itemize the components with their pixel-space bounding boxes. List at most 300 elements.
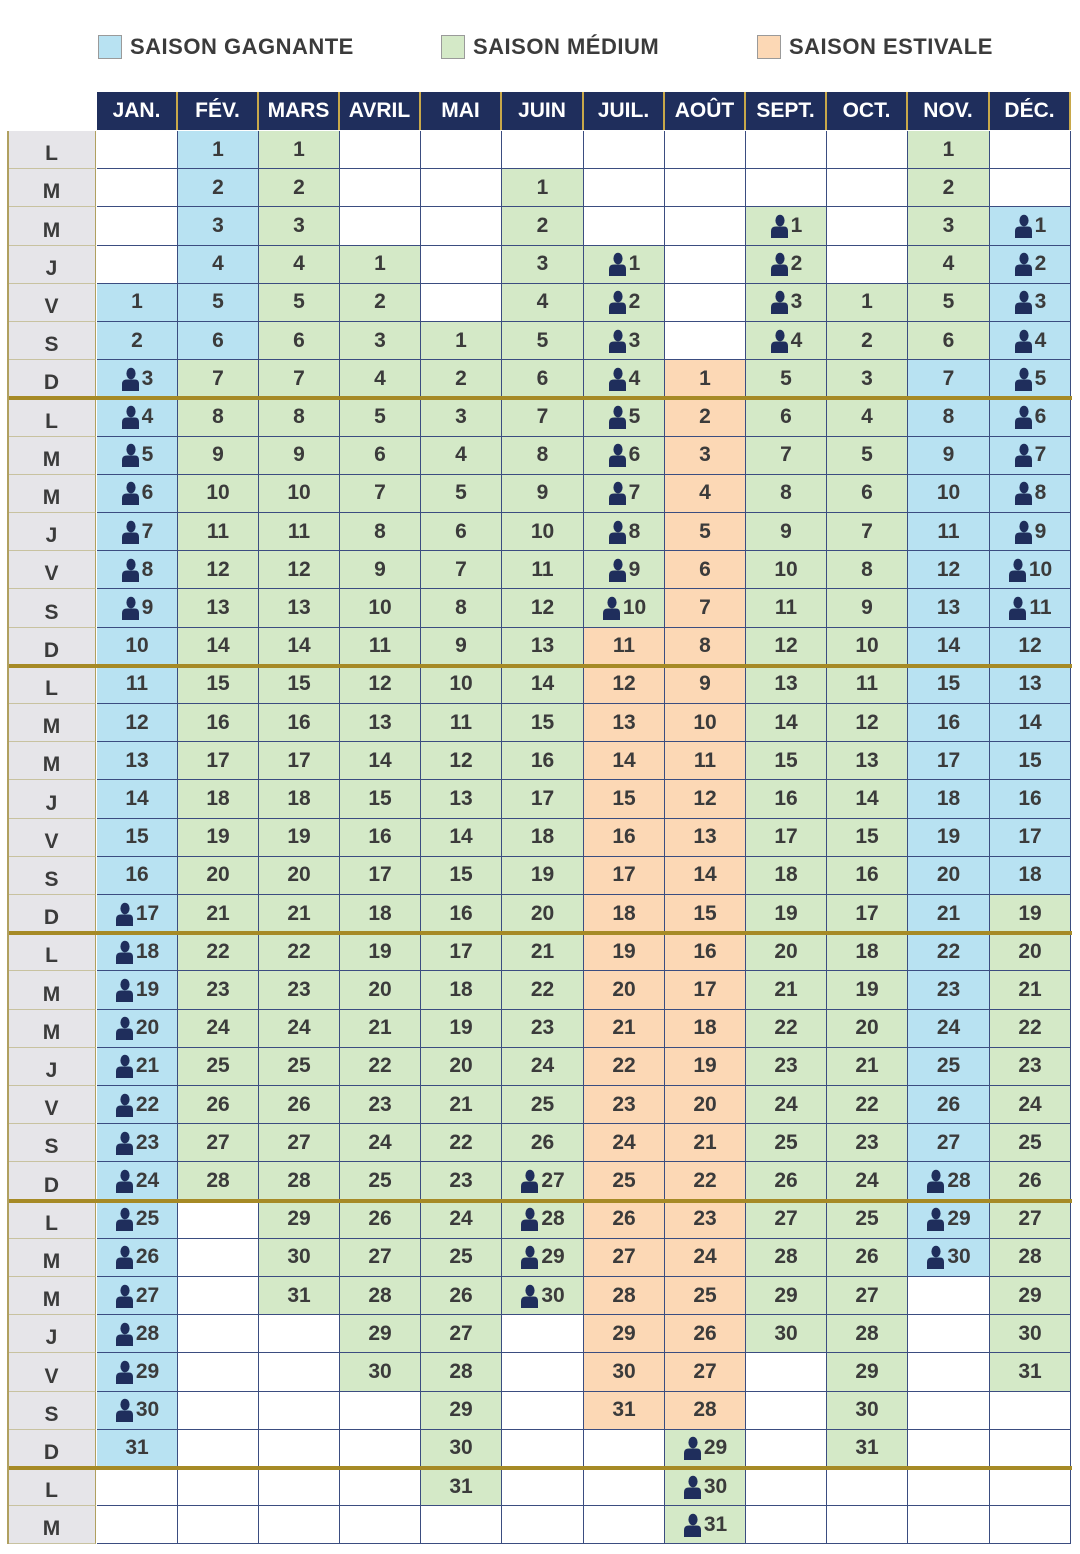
- empty-cell: [97, 131, 178, 169]
- day-number: 21: [1018, 977, 1042, 1001]
- day-cell: [908, 1010, 990, 1048]
- day-number: 16: [530, 748, 555, 772]
- empty-cell: [990, 1468, 1071, 1506]
- day-cell: [827, 819, 908, 857]
- day-number: 8: [141, 557, 154, 581]
- empty-cell: [502, 131, 584, 169]
- empty-cell: [259, 1468, 340, 1506]
- day-cell: [827, 704, 908, 742]
- day-number: 15: [855, 825, 879, 849]
- weekday-label: S: [8, 1392, 96, 1430]
- day-number: 27: [541, 1168, 565, 1192]
- day-number: 19: [612, 939, 636, 963]
- day-number: 23: [774, 1054, 798, 1078]
- day-number: 7: [628, 481, 641, 505]
- day-cell: [665, 1277, 746, 1315]
- weekday-label: J: [8, 1315, 96, 1353]
- day-cell: [990, 1048, 1071, 1086]
- day-cell: [665, 475, 746, 513]
- day-cell: [97, 1010, 178, 1048]
- day-number: 27: [449, 1321, 473, 1345]
- empty-cell: [340, 1392, 421, 1430]
- day-cell: [340, 513, 421, 551]
- day-number: 2: [131, 328, 143, 352]
- day-number: 25: [287, 1054, 311, 1078]
- day-cell: [827, 1353, 908, 1391]
- person-icon: [115, 1245, 133, 1269]
- day-number: 26: [449, 1283, 473, 1307]
- day-cell: [502, 1048, 584, 1086]
- day-cell: [908, 437, 990, 475]
- day-cell: [97, 589, 178, 627]
- day-cell: [746, 398, 827, 436]
- day-number: 1: [699, 366, 711, 390]
- day-cell: [259, 628, 340, 666]
- day-number: 8: [861, 557, 873, 581]
- day-number: 9: [293, 443, 305, 467]
- day-cell: [259, 704, 340, 742]
- empty-cell: [421, 1506, 502, 1544]
- day-cell: [97, 437, 178, 475]
- day-number: 16: [1018, 786, 1042, 810]
- day-number: 27: [368, 1245, 392, 1269]
- day-cell: [421, 742, 502, 780]
- empty-cell: [990, 1506, 1071, 1544]
- empty-cell: [340, 169, 421, 207]
- day-cell: [340, 1086, 421, 1124]
- day-cell: [178, 1124, 259, 1162]
- person-icon: [121, 596, 139, 620]
- weekday-label: V: [8, 819, 96, 857]
- day-number: 14: [206, 634, 230, 658]
- day-number: 12: [206, 557, 230, 581]
- day-number: 27: [693, 1359, 717, 1383]
- day-number: 10: [530, 519, 555, 543]
- day-number: 10: [774, 557, 798, 581]
- day-cell: [746, 1086, 827, 1124]
- day-cell: [259, 895, 340, 933]
- legend-label-medium: SAISON MÉDIUM: [473, 34, 660, 59]
- day-cell: [827, 628, 908, 666]
- empty-cell: [421, 207, 502, 245]
- day-cell: [990, 1315, 1071, 1353]
- day-cell: [421, 933, 502, 971]
- day-number: 21: [693, 1130, 717, 1154]
- day-number: 11: [1029, 595, 1052, 619]
- day-cell: [746, 475, 827, 513]
- day-number: 8: [374, 519, 386, 543]
- day-number: 30: [855, 1398, 879, 1422]
- day-cell: [827, 1048, 908, 1086]
- person-icon: [1014, 520, 1032, 544]
- day-number: 22: [206, 939, 230, 963]
- day-cell: [827, 398, 908, 436]
- day-number: 11: [287, 519, 311, 543]
- weekday-label: J: [8, 1048, 96, 1086]
- day-cell: [502, 819, 584, 857]
- day-number: 19: [206, 825, 230, 849]
- day-cell: [908, 322, 990, 360]
- day-cell: [827, 971, 908, 1009]
- day-cell: [665, 628, 746, 666]
- day-cell: [665, 704, 746, 742]
- day-number: 28: [774, 1245, 798, 1269]
- day-number: 15: [693, 901, 717, 925]
- day-number: 23: [612, 1092, 636, 1116]
- day-cell: [746, 857, 827, 895]
- day-number: 16: [612, 825, 636, 849]
- day-number: 17: [693, 977, 717, 1001]
- day-number: 30: [449, 1436, 473, 1460]
- day-number: 31: [703, 1512, 728, 1536]
- day-number: 17: [612, 863, 636, 887]
- day-cell: [665, 857, 746, 895]
- day-number: 3: [861, 366, 873, 390]
- person-icon: [121, 405, 139, 429]
- day-cell: [178, 857, 259, 895]
- day-cell: [421, 1430, 502, 1468]
- day-number: 14: [1018, 710, 1042, 734]
- empty-cell: [665, 169, 746, 207]
- empty-cell: [746, 1468, 827, 1506]
- day-number: 1: [131, 290, 143, 314]
- day-cell: [990, 704, 1071, 742]
- day-cell: [97, 513, 178, 551]
- day-number: 8: [455, 595, 467, 619]
- day-cell: [340, 1162, 421, 1200]
- day-number: 12: [530, 595, 555, 619]
- empty-cell: [908, 1277, 990, 1315]
- day-cell: [908, 1086, 990, 1124]
- day-cell: [584, 780, 665, 818]
- empty-cell: [908, 1392, 990, 1430]
- day-cell: [178, 1048, 259, 1086]
- day-cell: [97, 1124, 178, 1162]
- weekday-label: D: [8, 895, 96, 933]
- empty-cell: [178, 1468, 259, 1506]
- day-cell: [178, 322, 259, 360]
- empty-cell: [421, 284, 502, 322]
- day-cell: [259, 819, 340, 857]
- day-number: 7: [861, 519, 873, 543]
- day-number: 30: [541, 1283, 565, 1307]
- day-cell: [97, 666, 178, 704]
- day-cell: [502, 1010, 584, 1048]
- legend-item-gagnante: [98, 34, 354, 60]
- day-number: 13: [530, 634, 555, 658]
- day-cell: [990, 1124, 1071, 1162]
- day-cell: [746, 704, 827, 742]
- day-number: 22: [368, 1054, 392, 1078]
- day-cell: [97, 1162, 178, 1200]
- day-number: 25: [1018, 1130, 1042, 1154]
- weekday-label: M: [8, 1010, 96, 1048]
- legend-swatch-medium: [441, 35, 465, 59]
- day-number: 8: [536, 443, 549, 467]
- day-cell: [97, 1086, 178, 1124]
- day-number: 14: [125, 786, 149, 810]
- weekday-label: S: [8, 1124, 96, 1162]
- day-cell: [746, 322, 827, 360]
- empty-cell: [827, 207, 908, 245]
- day-number: 16: [287, 710, 311, 734]
- day-cell: [259, 398, 340, 436]
- person-icon: [683, 1513, 701, 1537]
- person-icon: [1014, 367, 1032, 391]
- person-icon: [115, 1131, 133, 1155]
- day-number: 22: [449, 1130, 473, 1154]
- day-cell: [178, 628, 259, 666]
- day-cell: [421, 1010, 502, 1048]
- day-number: 10: [1028, 557, 1053, 581]
- day-cell: [990, 246, 1071, 284]
- empty-cell: [584, 1430, 665, 1468]
- weekday-label: L: [8, 666, 96, 704]
- day-number: 25: [206, 1054, 230, 1078]
- day-cell: [97, 360, 178, 398]
- month-header: SEPT.: [746, 92, 827, 130]
- day-cell: [827, 780, 908, 818]
- day-number: 23: [287, 977, 311, 1001]
- day-cell: [746, 666, 827, 704]
- day-number: 19: [449, 1016, 473, 1040]
- day-cell: [502, 1201, 584, 1239]
- day-number: 20: [135, 1016, 160, 1040]
- day-cell: [665, 780, 746, 818]
- day-number: 8: [212, 404, 224, 428]
- day-cell: [746, 513, 827, 551]
- day-number: 20: [287, 863, 311, 887]
- day-cell: [340, 1239, 421, 1277]
- day-cell: [259, 207, 340, 245]
- day-cell: [502, 780, 584, 818]
- day-number: 2: [699, 404, 711, 428]
- day-cell: [990, 933, 1071, 971]
- person-icon: [770, 329, 788, 353]
- empty-cell: [97, 1506, 178, 1544]
- day-number: 24: [693, 1245, 717, 1269]
- day-number: 13: [368, 710, 392, 734]
- day-cell: [908, 819, 990, 857]
- day-cell: [665, 1430, 746, 1468]
- day-number: 26: [774, 1168, 798, 1192]
- day-number: 31: [612, 1398, 636, 1422]
- day-cell: [259, 360, 340, 398]
- person-icon: [115, 1093, 133, 1117]
- day-number: 4: [790, 328, 803, 352]
- day-cell: [665, 360, 746, 398]
- day-cell: [421, 551, 502, 589]
- day-number: 20: [855, 1016, 879, 1040]
- day-cell: [178, 780, 259, 818]
- day-cell: [584, 589, 665, 627]
- day-cell: [259, 857, 340, 895]
- day-number: 26: [1018, 1168, 1042, 1192]
- day-cell: [421, 1315, 502, 1353]
- empty-cell: [502, 1392, 584, 1430]
- day-cell: [908, 398, 990, 436]
- day-cell: [908, 1048, 990, 1086]
- day-number: 5: [699, 519, 711, 543]
- day-number: 6: [212, 328, 224, 352]
- day-number: 30: [1018, 1321, 1042, 1345]
- day-cell: [746, 819, 827, 857]
- day-cell: [665, 1392, 746, 1430]
- day-cell: [259, 551, 340, 589]
- day-cell: [259, 322, 340, 360]
- day-number: 15: [612, 786, 636, 810]
- day-number: 15: [774, 748, 798, 772]
- day-number: 6: [628, 443, 641, 467]
- weekday-label: J: [8, 780, 96, 818]
- day-number: 6: [293, 328, 305, 352]
- day-number: 7: [942, 366, 955, 390]
- day-cell: [584, 513, 665, 551]
- day-number: 8: [293, 404, 305, 428]
- empty-cell: [908, 1506, 990, 1544]
- day-cell: [908, 1162, 990, 1200]
- day-cell: [584, 1392, 665, 1430]
- day-cell: [584, 895, 665, 933]
- day-number: 23: [530, 1016, 555, 1040]
- empty-cell: [584, 1468, 665, 1506]
- empty-cell: [178, 1353, 259, 1391]
- day-cell: [502, 1086, 584, 1124]
- day-number: 3: [790, 290, 803, 314]
- day-number: 2: [374, 290, 386, 314]
- day-number: 25: [612, 1168, 636, 1192]
- day-cell: [502, 666, 584, 704]
- day-number: 13: [855, 748, 879, 772]
- day-number: 21: [612, 1016, 636, 1040]
- day-number: 12: [125, 710, 149, 734]
- day-number: 9: [374, 557, 386, 581]
- day-number: 29: [541, 1245, 565, 1269]
- day-cell: [502, 933, 584, 971]
- day-number: 9: [861, 595, 873, 619]
- month-header: JAN.: [97, 92, 178, 130]
- day-cell: [990, 398, 1071, 436]
- day-cell: [421, 895, 502, 933]
- day-number: 19: [530, 863, 555, 887]
- day-number: 27: [612, 1245, 636, 1269]
- day-number: 24: [287, 1016, 311, 1040]
- day-number: 30: [703, 1474, 728, 1498]
- day-number: 10: [125, 634, 149, 658]
- day-number: 5: [942, 290, 955, 314]
- day-number: 26: [855, 1245, 879, 1269]
- day-number: 26: [693, 1321, 717, 1345]
- day-cell: [665, 589, 746, 627]
- day-number: 24: [449, 1207, 473, 1231]
- day-cell: [340, 360, 421, 398]
- day-number: 18: [693, 1016, 717, 1040]
- day-number: 3: [212, 213, 224, 237]
- day-number: 2: [1034, 252, 1047, 276]
- empty-cell: [178, 1315, 259, 1353]
- day-cell: [990, 475, 1071, 513]
- day-number: 6: [455, 519, 467, 543]
- day-number: 24: [206, 1016, 230, 1040]
- day-cell: [502, 857, 584, 895]
- day-cell: [178, 971, 259, 1009]
- day-number: 31: [855, 1436, 879, 1460]
- day-cell: [584, 666, 665, 704]
- day-cell: [502, 628, 584, 666]
- empty-cell: [421, 169, 502, 207]
- day-cell: [584, 284, 665, 322]
- day-cell: [502, 551, 584, 589]
- legend-label-gagnante: SAISON GAGNANTE: [130, 34, 354, 59]
- day-cell: [502, 360, 584, 398]
- day-number: 20: [693, 1092, 717, 1116]
- empty-cell: [665, 322, 746, 360]
- day-cell: [259, 131, 340, 169]
- day-number: 29: [368, 1321, 392, 1345]
- day-number: 14: [855, 786, 879, 810]
- day-cell: [340, 322, 421, 360]
- day-number: 9: [699, 672, 711, 696]
- day-cell: [908, 246, 990, 284]
- day-cell: [421, 398, 502, 436]
- day-cell: [259, 1010, 340, 1048]
- day-number: 10: [693, 710, 717, 734]
- day-cell: [990, 1162, 1071, 1200]
- day-number: 10: [936, 481, 961, 505]
- empty-cell: [178, 1201, 259, 1239]
- empty-cell: [990, 169, 1071, 207]
- day-number: 24: [368, 1130, 392, 1154]
- empty-cell: [908, 1353, 990, 1391]
- person-icon: [1014, 329, 1032, 353]
- day-cell: [421, 704, 502, 742]
- empty-cell: [97, 1468, 178, 1506]
- day-cell: [259, 437, 340, 475]
- day-cell: [827, 1430, 908, 1468]
- day-cell: [178, 360, 259, 398]
- day-cell: [97, 819, 178, 857]
- day-cell: [178, 246, 259, 284]
- legend-item-medium: [441, 34, 659, 60]
- day-number: 13: [206, 595, 230, 619]
- day-number: 2: [942, 175, 955, 199]
- day-cell: [584, 1277, 665, 1315]
- day-number: 18: [135, 939, 160, 963]
- day-number: 22: [1018, 1016, 1042, 1040]
- day-cell: [340, 933, 421, 971]
- day-cell: [259, 1277, 340, 1315]
- day-number: 17: [449, 939, 473, 963]
- day-cell: [827, 360, 908, 398]
- weekday-label: L: [8, 1201, 96, 1239]
- day-cell: [178, 284, 259, 322]
- day-number: 1: [1034, 213, 1047, 237]
- week-separator: [8, 396, 1072, 400]
- day-cell: [665, 1353, 746, 1391]
- day-cell: [746, 780, 827, 818]
- day-number: 19: [936, 825, 961, 849]
- day-cell: [97, 704, 178, 742]
- day-number: 4: [455, 443, 467, 467]
- day-cell: [990, 589, 1071, 627]
- day-number: 5: [780, 366, 792, 390]
- day-cell: [908, 513, 990, 551]
- day-cell: [259, 1086, 340, 1124]
- day-cell: [908, 1124, 990, 1162]
- day-number: 7: [1034, 443, 1047, 467]
- day-number: 26: [530, 1130, 555, 1154]
- day-cell: [421, 1353, 502, 1391]
